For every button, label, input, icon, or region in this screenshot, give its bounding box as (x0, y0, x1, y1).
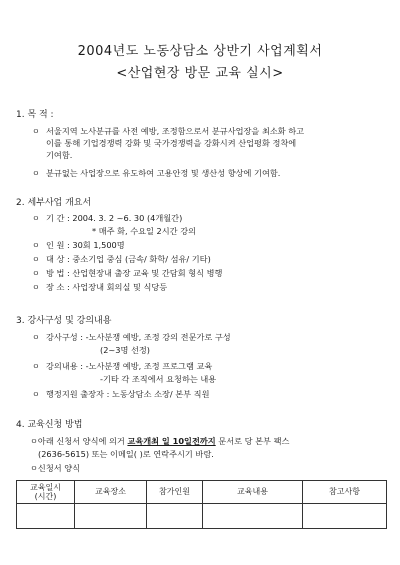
instructor-composition: 강사구성 : -노사분쟁 예방, 조정 강의 전문가로 구성 (46, 332, 231, 342)
table-cell-empty[interactable] (303, 504, 387, 529)
contact-line: (2636-5615) 또는 이메일( )로 연락주시기 바람. (38, 449, 214, 459)
deadline-emphasis: 교육개최 일 10일전까지 (127, 436, 216, 446)
document-title: 2004년도 노동상담소 상반기 사업계획서 (77, 44, 323, 59)
header-location: 교육장소 (75, 481, 147, 504)
bullet-marker: ㅇ (32, 169, 40, 178)
bullet-marker: ㅇ (32, 283, 40, 292)
section2-heading: 2. 세부사업 개요서 (16, 198, 92, 208)
detail-place: 장 소 : 사업장내 회의실 및 식당등 (46, 282, 168, 292)
detail-period-note: * 매주 화, 수요일 2시간 강의 (92, 226, 197, 236)
purpose-text: 분규없는 사업장으로 유도하여 고용안정 및 생산성 향상에 기여함. (46, 168, 281, 178)
table-cell-empty[interactable] (17, 504, 75, 529)
document-subtitle: <산업현장 방문 교육 실시> (116, 66, 284, 81)
lecture-content-note: -기타 각 조직에서 요청하는 내용 (100, 374, 217, 384)
bullet-marker: ㅇ (32, 333, 40, 342)
admin-support: 행정지원 출장자 : 노동상담소 소장/ 본부 직원 (46, 389, 210, 399)
form-label: ㅇ신청서 양식 (30, 463, 81, 473)
bullet-marker: ㅇ (32, 390, 40, 399)
instructor-composition-note: (2~3명 선정) (100, 345, 150, 355)
bullet-marker: ㅇ (32, 127, 40, 136)
bullet-marker: ㅇ (32, 269, 40, 278)
application-instruction-post: 문서로 당 본부 팩스 (215, 436, 290, 446)
purpose-text: 서울지역 노사분규를 사전 예방, 조정함으로서 분규사업장을 최소화 하고 (46, 126, 305, 136)
table-cell-empty[interactable] (75, 504, 147, 529)
purpose-text: 이를 통해 기업경쟁력 강화 및 국가경쟁력을 강화시켜 산업평화 정착에 (46, 138, 297, 148)
bullet-marker: ㅇ (32, 255, 40, 264)
application-form-table (16, 480, 387, 529)
application-instruction (30, 436, 289, 448)
detail-target: 대 상 : 중소기업 중심 (금속/ 화학/ 섬유/ 기타) (46, 254, 211, 264)
header-notes: 참고사항 (303, 481, 387, 504)
section3-heading: 3. 강사구성 및 강의내용 (16, 316, 112, 326)
detail-period: 기 간 : 2004. 3. 2 ~6. 30 (4개월간) (46, 213, 183, 223)
section4-heading: 4. 교육신청 방법 (16, 420, 83, 430)
header-datetime: 교육일시 (시간) (17, 481, 75, 504)
header-participants: 참가인원 (147, 481, 203, 504)
table-cell-empty[interactable] (203, 504, 303, 529)
bullet-marker: ㅇ (32, 214, 40, 223)
table-row (17, 504, 387, 529)
bullet-marker: ㅇ (32, 241, 40, 250)
purpose-text: 기여함. (46, 150, 73, 160)
section1-heading: 1. 목 적 : (16, 110, 54, 120)
application-instruction-pre: ㅇ아래 신청서 양식에 의거 (30, 436, 128, 446)
bullet-marker: ㅇ (32, 362, 40, 371)
detail-personnel: 인 원 : 30회 1,500명 (46, 240, 125, 250)
lecture-content: 강의내용 : -노사분쟁 예방, 조정 프로그램 교육 (46, 361, 213, 371)
detail-method: 방 법 : 산업현장내 출장 교육 및 간담회 형식 병행 (46, 268, 223, 278)
table-cell-empty[interactable] (147, 504, 203, 529)
header-content: 교육내용 (203, 481, 303, 504)
table-header-row (17, 481, 387, 504)
